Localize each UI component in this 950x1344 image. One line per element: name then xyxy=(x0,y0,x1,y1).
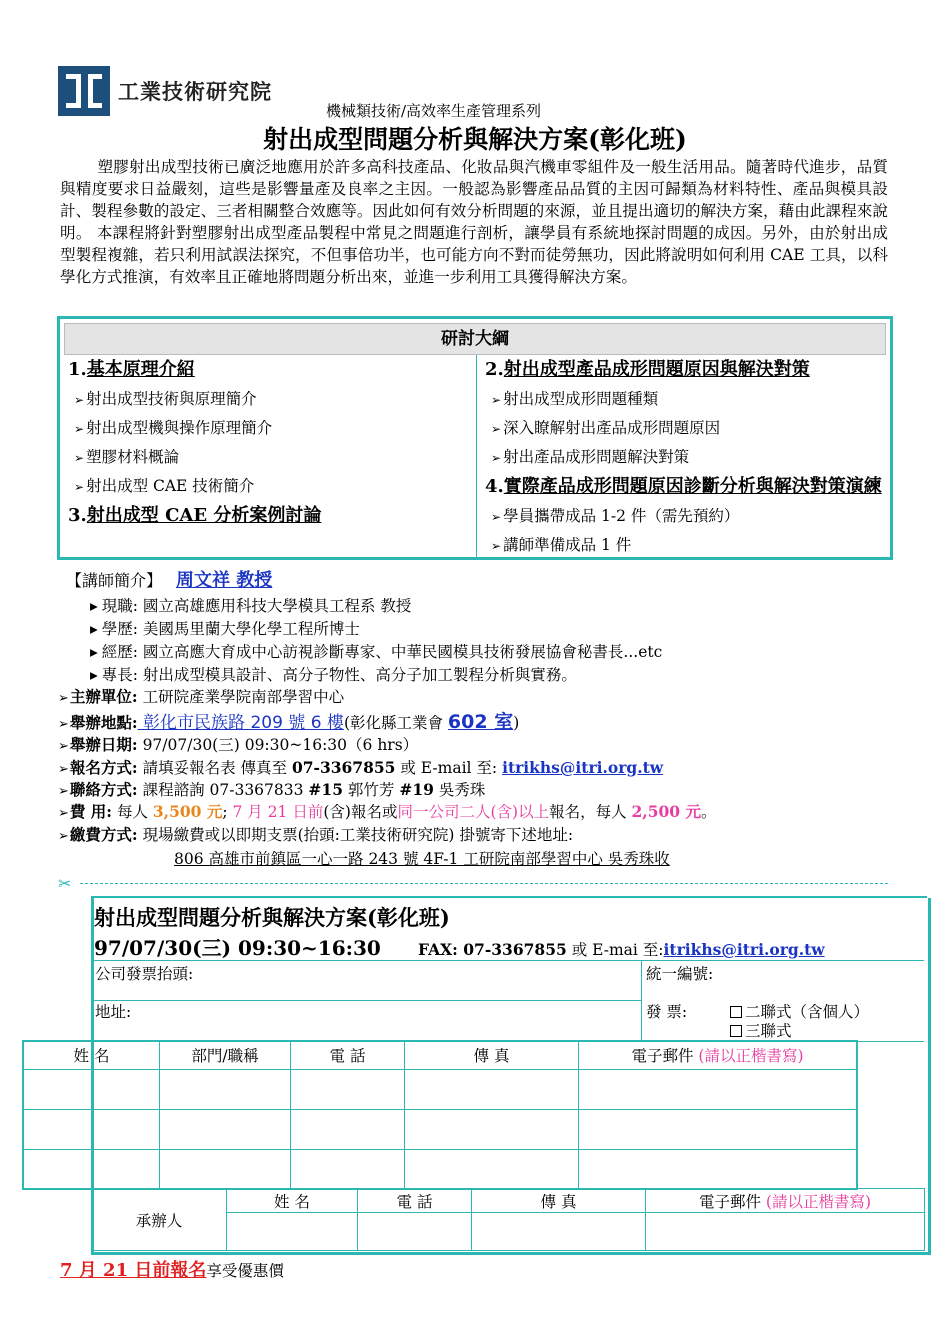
handler-col-phone: 電 話 xyxy=(358,1189,472,1213)
invoice-option-duplicate[interactable]: 二聯式（含個人） xyxy=(730,1000,869,1022)
fee-line: ➢ 費 用: 每人 3,500 元; 7 月 21 日前(含)報名或同一公司二人(含)以上報名，每人 2,500 元。 xyxy=(58,800,716,822)
early-bird-note: 7 月 21 日前報名享受優惠價 xyxy=(60,1260,284,1281)
organizer-line: ➢ 主辦單位: 工研院產業學院南部學習中心 xyxy=(58,685,344,707)
payment-line: ➢ 繳費方式: 現場繳費或以即期支票(抬頭:工業技術研究院) 掛號寄下述地址: xyxy=(58,823,573,845)
outline-heading: 研討大綱 xyxy=(64,323,886,355)
outline-col-left xyxy=(60,355,477,557)
col-email: 電子郵件 (請以正楷書寫) xyxy=(579,1041,858,1069)
instructor-name[interactable]: 周文祥 教授 xyxy=(176,570,273,591)
instructor-experience: ▸ 經歷: 國立高應大育成中心訪視診斷專家、中華民國模具技術發展協會秘書長...etc xyxy=(90,640,662,662)
form-title: 射出成型問題分析與解決方案(彰化班) xyxy=(94,905,450,930)
handler-table xyxy=(91,1188,925,1251)
table-row[interactable] xyxy=(23,1109,857,1149)
org-name: 工業技術研究院 xyxy=(118,80,272,104)
invoice-type-label: 發 票: xyxy=(646,1003,688,1021)
col-dept: 部門/職稱 xyxy=(160,1041,291,1069)
contact-line: ➢ 聯絡方式: 課程諮詢 07-3367833 #15 郭竹芳 #19 吳秀珠 xyxy=(58,778,485,800)
section-3-title: 3.射出成型 CAE 分析案例討論 xyxy=(68,505,322,526)
table-row[interactable] xyxy=(23,1149,857,1189)
form-fax-line: FAX: 07-3367855 或 E-mai 至:itrikhs@itri.org.tw xyxy=(418,940,825,959)
section-1-title: 1.基本原理介紹 xyxy=(68,359,195,380)
section-2-item: ➢ 射出產品成形問題解決對策 xyxy=(477,443,890,472)
section-4-item: ➢ 講師準備成品 1 件 xyxy=(477,531,890,560)
outline-col-right xyxy=(477,355,890,557)
table-header-row xyxy=(23,1041,857,1069)
itri-logo xyxy=(58,66,110,116)
invoice-title-field[interactable]: 公司發票抬頭: xyxy=(95,965,194,983)
instructor-expertise: ▸ 專長: 射出成型模具設計、高分子物性、高分子加工製程分析與實務。 xyxy=(90,663,577,685)
section-1-item: ➢ 射出成型技術與原理簡介 xyxy=(60,385,476,414)
page-title: 射出成型問題分析與解決方案(彰化班) xyxy=(263,125,687,154)
handler-col-name: 姓 名 xyxy=(227,1189,358,1213)
scissors-icon: ✂ xyxy=(58,874,72,893)
payment-address: 806 高雄市前鎮區一心一路 243 號 4F-1 工研院南部學習中心 吳秀珠收 xyxy=(174,850,670,868)
venue-address: 彰化市民族路 209 號 6 樓 xyxy=(137,713,344,733)
handler-label: 承辦人 xyxy=(92,1189,227,1251)
handler-col-fax: 傳 真 xyxy=(472,1189,646,1213)
section-2-item: ➢ 射出成型成形問題種類 xyxy=(477,385,890,414)
section-4-item: ➢ 學員攜帶成品 1-2 件（需先預約） xyxy=(477,502,890,531)
instructor-education: ▸ 學歷: 美國馬里蘭大學化學工程所博士 xyxy=(90,617,360,639)
form-email-link[interactable]: itrikhs@itri.org.tw xyxy=(663,940,825,959)
col-fax: 傳 真 xyxy=(405,1041,579,1069)
table-row[interactable] xyxy=(23,1069,857,1109)
instructor-current: ▸ 現職: 國立高雄應用科技大學模具工程系 教授 xyxy=(90,594,411,616)
intro-text: 塑膠射出成型技術已廣泛地應用於許多高科技產品、化妝品與汽機車零組件及一般生活用品。隨著時代進步，品質與精度要求日益嚴刻，這些是影響量產及良率之主因。一般認為影響產品品質的主因可歸類為材料特性、產品與模具設計、製程參數的設定、三者相關整合效應等。因此如何有效分析問題的來源，並且提出適切的解決方案，藉由此課程來說明。 本課程將針對塑膠射出成型產品製程中常見之問題進行剖析，讓學員有系統地探討問題的成因。另外，由於射出成型製程複雜，若只利用試誤法探究，不但事倍功半，也可能方向不對而徒勞無功，因此將說明如何利用 CAE 工具，以科學化方式推演，有效率且正確地將問題分析出來，並進一步利用工具獲得解決方案。 xyxy=(60,158,888,286)
checkbox-icon[interactable] xyxy=(730,1025,742,1037)
section-1-item: ➢ 射出成型機與操作原理簡介 xyxy=(60,414,476,443)
signup-line: ➢ 報名方式: 請填妥報名表 傳真至 07-3367855 或 E-mail 至: itrikhs@itri.org.tw xyxy=(58,756,663,778)
instructor-label: 【講師簡介】 xyxy=(66,571,163,590)
signup-email-link[interactable]: itrikhs@itri.org.tw xyxy=(502,758,664,777)
section-4-title: 4.實際產品成形問題原因診斷分析與解決對策演練 xyxy=(485,476,882,497)
checkbox-icon[interactable] xyxy=(730,1006,742,1018)
instructor-heading xyxy=(66,566,272,592)
form-date: 97/07/30(三) 09:30~16:30 xyxy=(94,936,381,960)
venue-line: ➢ 舉辦地點: 彰化市民族路 209 號 6 樓(彰化縣工業會 602 室) xyxy=(58,707,519,734)
section-2-title: 2.射出成型產品成形問題原因與解決對策 xyxy=(485,359,810,380)
col-name: 姓 名 xyxy=(23,1041,160,1069)
section-1-item: ➢ 塑膠材料概論 xyxy=(60,443,476,472)
section-2-item: ➢ 深入瞭解射出產品成形問題原因 xyxy=(477,414,890,443)
course-intro xyxy=(60,156,888,288)
date-line: ➢ 舉辦日期: 97/07/30(三) 09:30~16:30（6 hrs） xyxy=(58,733,418,755)
col-phone: 電 話 xyxy=(291,1041,405,1069)
series-label: 機械類技術/高效率生產管理系列 xyxy=(326,102,542,120)
tax-id-field[interactable]: 統一編號: xyxy=(646,965,714,983)
handler-col-email: 電子郵件 (請以正楷書寫) xyxy=(646,1189,925,1213)
address-field[interactable]: 地址: xyxy=(95,1003,132,1021)
invoice-option-triplicate[interactable]: 三聯式 xyxy=(730,1019,792,1041)
attendee-table xyxy=(22,1040,858,1190)
outline-box xyxy=(57,316,893,560)
section-1-item: ➢ 射出成型 CAE 技術簡介 xyxy=(60,472,476,501)
